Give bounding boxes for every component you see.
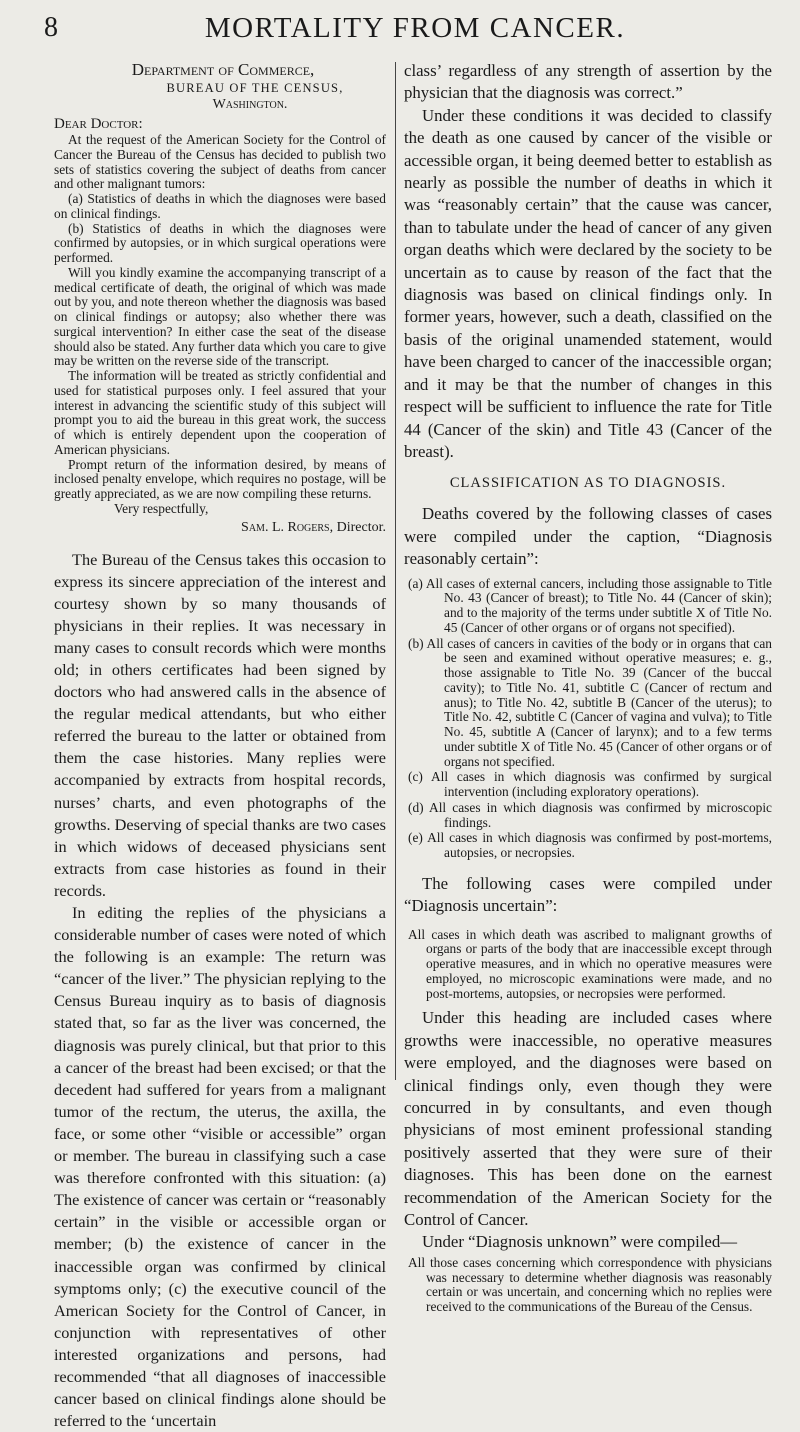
letter-paragraph: The information will be treated as strictly confidential and used for statistical purposes only. I feel assured that your interest in advancing the scientific study of this subject will prompt you to aid the bureau in this great work, the success of which is entirely dependent upon the cooperation of American physicians. [54, 368, 386, 457]
letter-paragraph: (b) Statistics of deaths in which the diagnoses were confirmed by autopsies, or in which surgical operations were performed. [54, 220, 386, 265]
column-divider [395, 62, 396, 1080]
letter-paragraph: Will you kindly examine the accompanying transcript of a medical certificate of death, the original of which was made out by you, and note thereon whether the diagnosis was based on clinical findings or autopsy; also whether there was surgical intervention? In either case the seat of the disease should also be stated. Any further data which you care to give may be written on the reverse side of the transcript. [54, 264, 386, 369]
list-item: (e) All cases in which diagnosis was confirmed by post-mortems, autopsies, or necropsies. [408, 830, 772, 861]
letter-bureau: BUREAU OF THE CENSUS, [166, 81, 344, 95]
letter-signature [54, 519, 386, 536]
body-paragraph: Deaths covered by the following classes of cases were compiled under the caption, “Diagnosis reasonably certain”: [404, 504, 772, 569]
census-letter [54, 60, 386, 536]
page-header [0, 10, 800, 50]
letter-city: Washington. [212, 97, 288, 112]
signature-name: Sam. L. Rogers [241, 519, 330, 535]
letter-paragraph: At the request of the American Society for the Control of Cancer the Bureau of the Census has decided to publish two sets of statistics covering the subject of deaths from cancer and other malignant tumors: [54, 132, 386, 192]
left-column [54, 60, 386, 1432]
letter-paragraph: (a) Statistics of deaths in which the diagnoses were based on clinical findings. [54, 191, 386, 221]
body-paragraph: Under “Diagnosis unknown” were compiled— [422, 1232, 738, 1252]
body-paragraph: In editing the replies of the physicians a considerable number of cases were noted of which the following is an example: The return was “cancer of the liver.” The physician replying to the Census Bureau inquiry as to basis of diagnosis stated that, so far as the liver was concerned, the diagnosis was purely clinical, but that prior to this a cancer of the breast had been excised; or that the decedent had suffered for years from a malignant tumor of the rectum, the uterus, the axilla, the face, or some other “visible or accessible” organ or member. The bureau in classifying such a case was therefore confronted with this situation: (a) The existence of cancer was certain or “reasonably certain” in the visible or accessible organ or member; (b) the existence of cancer in the inaccessible organ was confirmed by clinical symptoms only; (c) the executive council of the American Society for the Control of Cancer, in conjunction with representatives of other interested organizations and persons, had recommended “that all diagnoses of inaccessible cancer based on clinical findings alone should be referred to the ‘uncertain [54, 903, 386, 1431]
list-item: (d) All cases in which diagnosis was confirmed by microscopic findings. [408, 799, 772, 830]
section-caption: CLASSIFICATION AS TO DIAGNOSIS. [449, 475, 727, 492]
letter-department: Department of Commerce, [131, 60, 315, 79]
body-paragraph: Under these conditions it was decided to classify the death as one caused by cancer of the visible or accessible organ, it being deemed better to establish as nearly as possible the number of deaths in which it was “reasonably certain” that the cause was cancer, than to tabulate under the head of cancer of any given organ deaths which were declared by the society to be uncertain as to cause by reason of the fact that the diagnosis was based on clinical findings only. In former years, however, such a death, classified on the basis of the original unamended statement, would have been charged to cancer of the inaccessible organ; and it may be that the number of changes in this respect will be sufficient to influence the rate for Title 44 (Cancer of the skin) and Title 43 (Cancer of the breast). [404, 105, 772, 461]
body-paragraph: Under this heading are included cases where growths were inaccessible, no operative measures were employed, and the diagnoses were based on clinical findings only, even though they were concurred in by consultants, and even though physicians of most eminent professional standing positively asserted that they were sure of their diagnoses. This has been done on the earnest recommendation of the American Society for the Control of Cancer. [404, 1008, 772, 1229]
body-paragraph: class’ regardless of any strength of assertion by the physician that the diagnosis was correct.” [404, 61, 772, 103]
signature-title: , Director. [329, 519, 386, 535]
letter-closing: Very respectfully, [114, 500, 209, 516]
body-paragraph: The following cases were compiled under “Diagnosis uncertain”: [404, 873, 772, 916]
running-head: MORTALITY FROM CANCER. [204, 12, 626, 44]
right-column [404, 60, 772, 1321]
letter-salutation: Dear Doctor: [54, 116, 143, 132]
page-number: 8 [44, 12, 58, 43]
list-item: (a) All cases of external cancers, including those assignable to Title No. 43 (Cancer of breast); to Title No. 44 (Cancer of skin); and to the majority of the terms under subtitle X of Title No. 45 (Cancer of other organs or of organs not specified). [408, 575, 772, 635]
body-paragraph: The Bureau of the Census takes this occasion to express its sincere appreciation of the interest and courtesy shown by so many thousands of physicians in their replies. It was necessary in many cases to consult records which were months old; in others certificates had been signed by doctors who had answered calls in the absence of the regular medical attendants, but who either referred the bureau to the latter or obtained from them the case histories. Many replies were accompanied by extracts from hospital records, nurses’ charts, and even photographs of the growths. Deserving of special thanks are two cases in which widows of deceased physicians sent extracts from case histories as found in their records. [54, 549, 386, 900]
letter-paragraph: Prompt return of the information desired, by means of inclosed penalty envelope, which requires no postage, will be greatly appreciated, as we are now compiling these returns. [54, 456, 386, 501]
list-item: (c) All cases in which diagnosis was confirmed by surgical intervention (including exploratory operations). [408, 769, 772, 800]
small-paragraph: All those cases concerning which correspondence with physicians was necessary to determine whether diagnosis was reasonably certain or was uncertain, and concerning which no replies were received to the communications of the Bureau of the Census. [408, 1254, 772, 1315]
small-paragraph: All cases in which death was ascribed to malignant growths of organs or parts of the body that are inaccessible except through operative measures, and in which no operative measures were employed, no microscopic examinations were made, and no post-mortems, autopsies, or necropsies were performed. [408, 926, 772, 1001]
list-item: (b) All cases of cancers in cavities of the body or in organs that can be seen and examined without operative measures; e. g., those assignable to Title No. 39 (Cancer of the buccal cavity); to Title No. 41, subtitle C (Cancer of rectum and anus); to Title No. 42, subtitle B (Cancer of the uterus); to Title No. 42, subtitle C (Cancer of vagina and vulva); to Title No. 45, subtitle A (Cancer of larynx); and to a few terms under subtitle X of Title No. 45 (Cancer of other organs or of organs not specified. [408, 635, 772, 769]
